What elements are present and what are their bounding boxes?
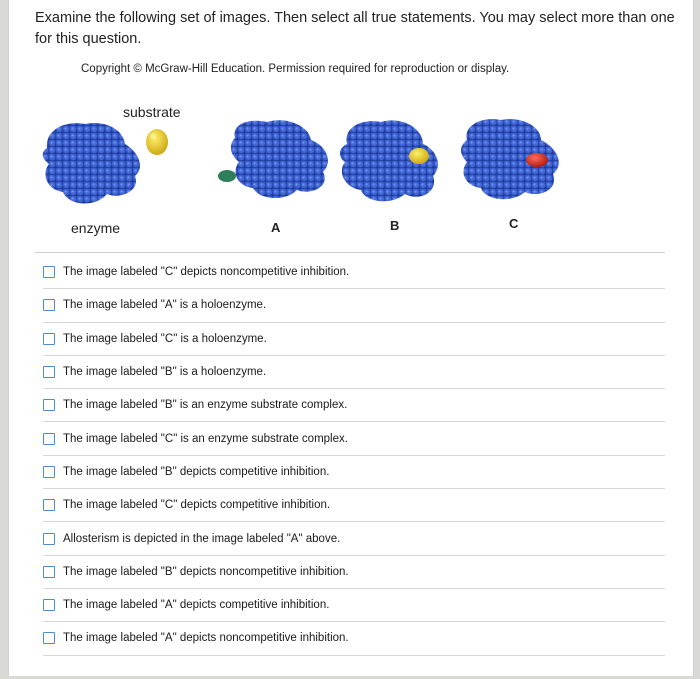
substrate-label: substrate [123,104,181,120]
answer-option[interactable] [43,422,665,455]
figure-divider [35,252,665,253]
option-label: The image labeled "B" depicts competitive inhibition. [63,465,330,478]
checkbox[interactable] [43,466,55,478]
option-label: Allosterism is depicted in the image labeled "A" above. [63,532,341,545]
substrate-molecule [146,129,168,155]
answer-option[interactable] [43,289,665,322]
option-label: The image labeled "A" depicts competitive inhibition. [63,599,330,612]
answer-option[interactable] [43,356,665,389]
option-label: The image labeled "C" depicts noncompetitive inhibition. [63,266,350,279]
answer-option[interactable] [43,489,665,522]
option-label: The image labeled "B" is an enzyme substrate complex. [63,399,348,412]
option-label: The image labeled "C" depicts competitive inhibition. [63,499,331,512]
answer-options [43,256,665,656]
answer-option[interactable] [43,556,665,589]
panel-label-a: A [271,220,281,235]
panel-label-b: B [390,218,400,233]
answer-option[interactable] [43,622,665,655]
answer-option[interactable] [43,589,665,622]
enzyme-figure [35,98,665,248]
checkbox[interactable] [43,299,55,311]
enzyme-panel-c [461,119,559,199]
option-label: The image labeled "A" depicts noncompetitive inhibition. [63,632,349,645]
option-label: The image labeled "B" is a holoenzyme. [63,366,267,379]
enzyme-panel-a [218,120,328,198]
answer-option[interactable] [43,522,665,555]
copyright-notice: Copyright © McGraw-Hill Education. Permission required for reproduction or display. [81,63,510,75]
checkbox[interactable] [43,566,55,578]
checkbox[interactable] [43,399,55,411]
checkbox[interactable] [43,366,55,378]
answer-option[interactable] [43,323,665,356]
option-label: The image labeled "A" is a holoenzyme. [63,299,267,312]
option-label: The image labeled "B" depicts noncompetitive inhibition. [63,565,349,578]
question-panel [8,0,694,676]
answer-option[interactable] [43,456,665,489]
answer-option[interactable] [43,256,665,289]
enzyme-figure-image [35,98,665,248]
option-label: The image labeled "C" is an enzyme substrate complex. [63,432,348,445]
checkbox[interactable] [43,599,55,611]
enzyme-panel-b [340,120,438,201]
checkbox[interactable] [43,333,55,345]
panel-label-c: C [509,216,519,231]
option-label: The image labeled "C" is a holoenzyme. [63,332,267,345]
checkbox[interactable] [43,433,55,445]
enzyme-molecule [43,123,140,204]
answer-option[interactable] [43,389,665,422]
checkbox[interactable] [43,499,55,511]
enzyme-label: enzyme [71,220,121,236]
checkbox[interactable] [43,266,55,278]
question-prompt: Examine the following set of images. Then select all true statements. You may select more than one for this question. [35,10,675,47]
checkbox[interactable] [43,533,55,545]
checkbox[interactable] [43,632,55,644]
